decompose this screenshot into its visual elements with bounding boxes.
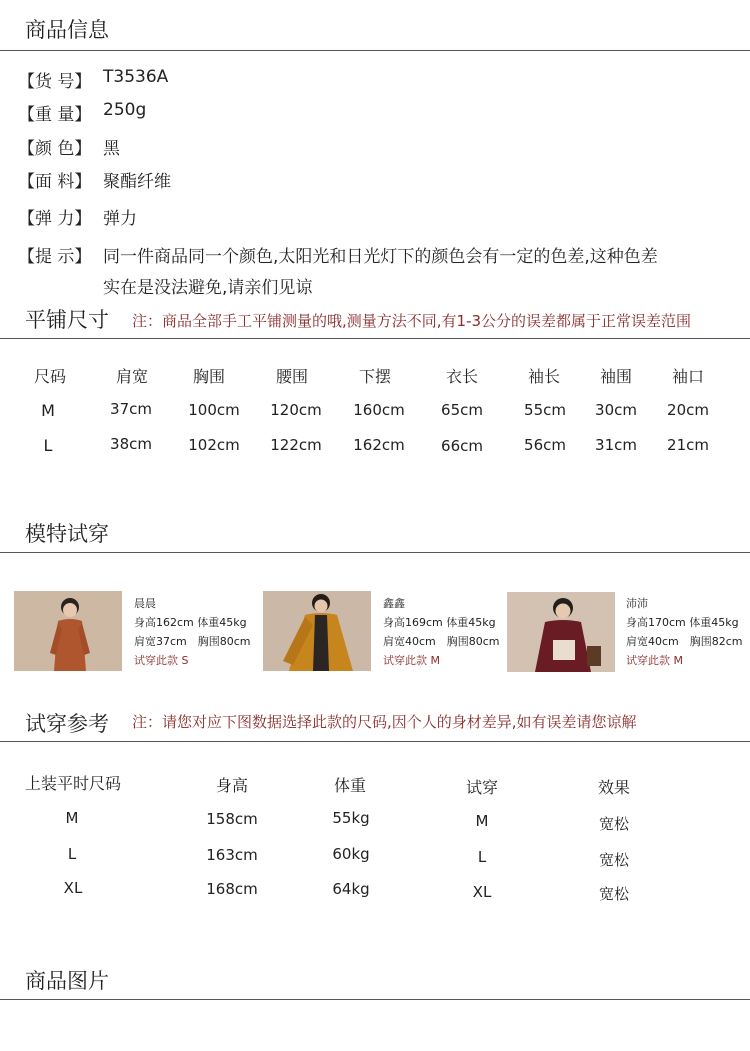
info-label-item-no: 【货 号】	[18, 72, 92, 92]
table-cell: M	[41, 401, 55, 420]
model-figure-icon	[14, 591, 122, 671]
product-images-title: 商品图片	[25, 969, 109, 993]
model-try-size: 试穿此款 M	[626, 654, 683, 667]
table-cell: 55kg	[332, 809, 370, 827]
table-header: 袖口	[671, 367, 705, 386]
divider	[0, 741, 750, 742]
table-cell: 38cm	[110, 435, 152, 453]
model-try-size: 试穿此款 M	[383, 654, 440, 667]
table-cell: M	[65, 809, 79, 827]
table-cell: 宽松	[598, 815, 630, 833]
table-header: 下摆	[358, 367, 392, 386]
model-measure: 肩宽40cm 胸围80cm	[383, 635, 500, 648]
table-cell: XL	[63, 879, 83, 897]
info-value-elasticity: 弹力	[103, 209, 137, 229]
table-header: 袖围	[599, 367, 633, 386]
info-value-color: 黑	[103, 139, 120, 159]
table-cell: XL	[472, 883, 492, 901]
table-header: 身高	[215, 776, 249, 795]
table-cell: 31cm	[595, 436, 637, 454]
table-cell: L	[43, 436, 53, 455]
table-cell: 160cm	[353, 401, 405, 419]
size-section-title: 平铺尺寸	[25, 308, 109, 332]
info-value-weight: 250g	[103, 100, 147, 120]
table-cell: 64kg	[332, 880, 370, 898]
table-cell: L	[67, 845, 77, 863]
info-label-color: 【颜 色】	[18, 139, 92, 159]
info-value-tip: 同一件商品同一个颜色,太阳光和日光灯下的颜色会有一定的色差,这种色差	[103, 247, 658, 267]
model-name: 沛沛	[626, 597, 648, 610]
model-section-title: 模特试穿	[25, 522, 109, 546]
table-cell: 宽松	[598, 885, 630, 903]
table-cell: 65cm	[441, 401, 483, 419]
model-measure: 肩宽37cm 胸围80cm	[134, 635, 251, 648]
model-figure-icon	[507, 592, 615, 672]
model-stats: 身高169cm 体重45kg	[383, 616, 496, 629]
table-cell: 162cm	[353, 436, 405, 454]
table-header: 尺码	[33, 367, 67, 386]
fit-section-title: 试穿参考	[25, 712, 109, 736]
size-section-note: 注：商品全部手工平铺测量的哦,测量方法不同,有1-3公分的误差都属于正常误差范围	[132, 312, 692, 330]
model-figure-icon	[263, 591, 371, 671]
model-measure: 肩宽40cm 胸围82cm	[626, 635, 743, 648]
table-cell: 60kg	[332, 845, 370, 863]
divider	[0, 999, 750, 1000]
table-header: 胸围	[192, 367, 226, 386]
model-photo	[263, 591, 371, 671]
table-cell: 宽松	[598, 851, 630, 869]
table-cell: L	[477, 848, 487, 866]
model-stats: 身高170cm 体重45kg	[626, 616, 739, 629]
model-photo	[507, 592, 615, 672]
info-label-tip: 【提 示】	[18, 247, 92, 267]
table-header: 腰围	[275, 367, 309, 386]
table-cell: 102cm	[188, 436, 240, 454]
model-stats: 身高162cm 体重45kg	[134, 616, 247, 629]
table-cell: 56cm	[524, 436, 566, 454]
fit-section-note: 注：请您对应下图数据选择此款的尺码,因个人的身材差异,如有误差请您谅解	[132, 713, 637, 731]
divider	[0, 552, 750, 553]
table-header: 试穿	[465, 778, 499, 797]
table-cell: M	[475, 812, 489, 830]
info-label-weight: 【重 量】	[18, 105, 92, 125]
table-cell: 158cm	[206, 810, 258, 828]
info-value-tip-line2: 实在是没法避免,请亲们见谅	[103, 278, 313, 298]
table-header: 效果	[597, 778, 631, 797]
table-header: 衣长	[445, 367, 479, 386]
model-name: 晨晨	[134, 597, 156, 610]
model-photo	[14, 591, 122, 671]
table-cell: 21cm	[667, 436, 709, 454]
table-cell: 66cm	[441, 437, 483, 455]
product-info-title: 商品信息	[25, 18, 109, 42]
divider	[0, 338, 750, 339]
info-value-fabric: 聚酯纤维	[103, 172, 171, 192]
model-try-size: 试穿此款 S	[134, 654, 189, 667]
table-cell: 55cm	[524, 401, 566, 419]
model-name: 鑫鑫	[383, 597, 405, 610]
divider	[0, 50, 750, 51]
table-cell: 37cm	[110, 400, 152, 418]
table-header: 袖长	[527, 367, 561, 386]
table-header: 上装平时尺码	[24, 774, 122, 793]
table-cell: 168cm	[206, 880, 258, 898]
table-cell: 30cm	[595, 401, 637, 419]
table-cell: 20cm	[667, 401, 709, 419]
table-header: 肩宽	[115, 367, 149, 386]
table-cell: 122cm	[270, 436, 322, 454]
info-label-elasticity: 【弹 力】	[18, 209, 92, 229]
table-cell: 163cm	[206, 846, 258, 864]
table-cell: 120cm	[270, 401, 322, 419]
table-header: 体重	[333, 776, 367, 795]
info-value-item-no: T3536A	[103, 67, 169, 87]
table-cell: 100cm	[188, 401, 240, 419]
info-label-fabric: 【面 料】	[18, 172, 92, 192]
